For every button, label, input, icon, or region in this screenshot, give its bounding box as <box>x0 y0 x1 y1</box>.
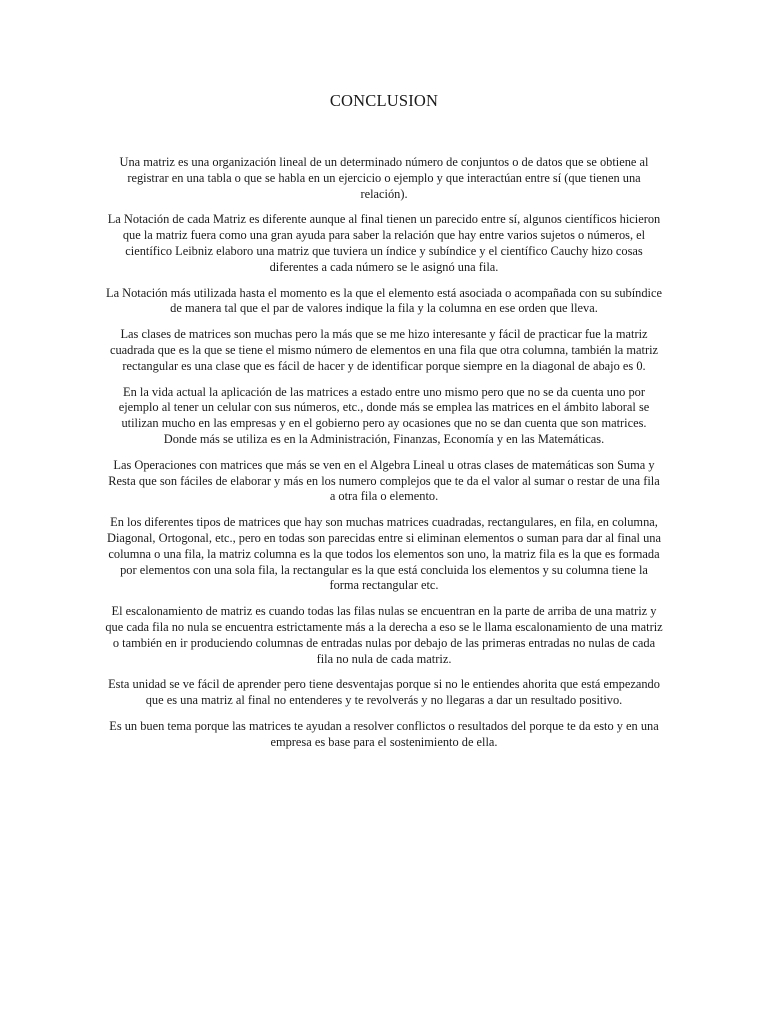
paragraph-9: Esta unidad se ve fácil de aprender pero tiene desventajas porque si no le entiendes ahorita que está empezando que es una matriz al final no entenderes y te revolverás y no llegaras a dar un resultado positivo. <box>108 677 660 708</box>
paragraph-2: La Notación de cada Matriz es diferente aunque al final tienen un parecido entre sí, algunos científicos hicieron que la matriz fuera como una gran ayuda para saber la relación que hay entre varios sujetos o números, el científico Leibniz elaboro una matriz que tuviera un índice y subíndice y el científico Cauchy hizo cosas diferentes a cada número se le asignó una fila. <box>107 212 661 274</box>
paragraph-6: Las Operaciones con matrices que más se ven en el Algebra Lineal u otras clases de matemáticas son Suma y Resta que son fáciles de elaborar y más en los numero complejos que te da el valor al sumar o restar de una fila a otra fila o elemento. <box>108 457 660 504</box>
paragraph-3: La Notación más utilizada hasta el momento es la que el elemento está asociada o acompañada con su subíndice de manera tal que el par de valores indique la fila y la columna en ese orden que lleva. <box>106 285 662 316</box>
document-body <box>104 155 664 761</box>
paragraph-10: Es un buen tema porque las matrices te ayudan a resolver conflictos o resultados del porque te da esto y en una empresa es base para el sostenimiento de ella. <box>109 718 659 749</box>
paragraph-4: Las clases de matrices son muchas pero la más que se me hizo interesante y fácil de practicar fue la matriz cuadrada que es la que se tiene el mismo número de elementos en una fila que otra columna, también la matriz rectangular es una clase que es fácil de hacer y de identificar porque siempre en la diagonal de abajo es 0. <box>109 327 659 373</box>
paragraph-8: El escalonamiento de matriz es cuando todas las filas nulas se encuentran en la parte de arriba de una matriz y que cada fila no nula se encuentra estrictamente más a la derecha a eso se le llama escalonamiento de una matriz o también en ir produciendo columnas de entradas nulas por debajo de las primeras entradas no nulas de cada fila no nula de cada matriz. <box>105 604 663 666</box>
paragraph-5: En la vida actual la aplicación de las matrices a estado entre uno mismo pero que no se da cuenta uno por ejemplo al tener un celular con sus números, etc., donde más se emplea las matrices en el ámbito laboral se utilizan mucho en las empresas y en el gobierno pero ay ocasiones que no se dan cuenta que son matrices. Donde más se utiliza es en la Administración, Finanzas, Economía y en las Matemáticas. <box>118 384 650 446</box>
paragraph-7: En los diferentes tipos de matrices que hay son muchas matrices cuadradas, rectangulares, en fila, en columna, Diagonal, Ortogonal, etc., pero en todas son parecidas entre si eliminan elementos o suman para dar al final una columna o una fila, la matriz columna es la que todos los elementos son uno, la matriz fila es la que es formada por elementos con una sola fila, la rectangular es la que está concluida los elementos y su columna tiene la forma rectangular etc. <box>107 515 661 593</box>
paragraph-1: Una matriz es una organización lineal de un determinado número de conjuntos o de datos que se obtiene al registrar en una tabla o que se habla en un ejercicio o ejemplo y que interactúan entre sí (que tienen una relación). <box>119 155 649 201</box>
document-title: CONCLUSION <box>329 91 439 110</box>
